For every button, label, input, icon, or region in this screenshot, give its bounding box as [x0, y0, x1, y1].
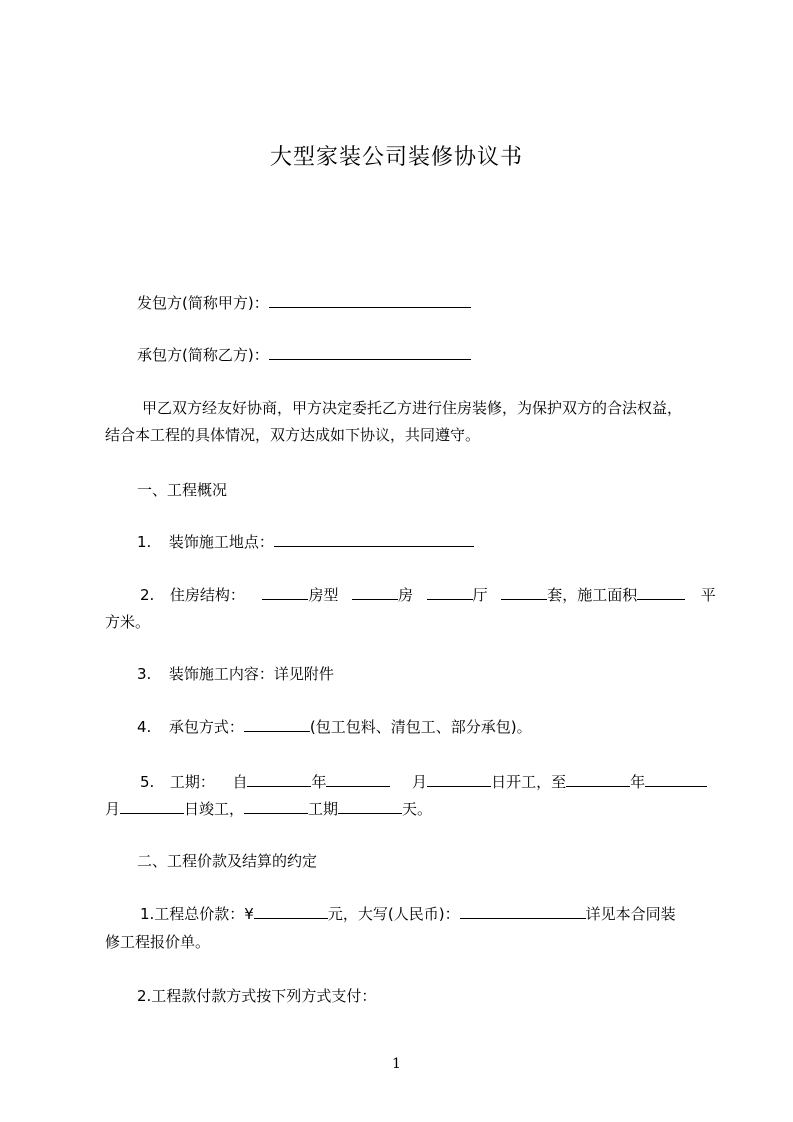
party-a-line: [137, 292, 471, 314]
area-blank[interactable]: [637, 585, 685, 600]
end-text: 日竣工，: [184, 800, 245, 818]
halls-blank[interactable]: [427, 585, 473, 600]
days-text: 天。: [402, 800, 433, 818]
total-price-blank[interactable]: [254, 904, 328, 919]
item-1-1-num: 1.: [137, 533, 152, 551]
item-1-5-num: 5.: [140, 773, 155, 791]
sets-blank[interactable]: [501, 585, 547, 600]
area-unit-a: 平: [700, 586, 716, 604]
item-1-3-num: 3.: [137, 665, 152, 683]
item-1-5-label: 工期：: [169, 773, 215, 791]
room-type-unit: 房型: [308, 586, 339, 604]
item-2-2: 2.工程款付款方式按下列方式支付：: [137, 987, 377, 1005]
sets-unit: 套，施工面积: [547, 586, 638, 604]
page-number: 1: [392, 1056, 401, 1072]
item-1-4-suffix: (包工包料、清包工、部分承包)。: [309, 718, 532, 736]
month-text: 月: [412, 773, 428, 791]
intro-line-2: 结合本工程的具体情况，双方达成如下协议，共同遵守。: [105, 426, 481, 444]
item-1-2-label: 住房结构：: [169, 586, 245, 604]
item-1-2-num: 2.: [140, 586, 155, 604]
from-text: 自: [232, 773, 248, 791]
item-2-1-suffix: 详见本合同装: [585, 905, 676, 923]
start-text: 日开工，至: [491, 773, 567, 791]
period-text: 工期: [308, 800, 339, 818]
yuan-text: 元，大写(人民币)：: [327, 905, 460, 923]
party-b-label: 承包方(简称乙方)：: [137, 346, 269, 364]
halls-unit: 厅: [472, 586, 488, 604]
item-1-1-label: 装饰施工地点：: [168, 533, 274, 551]
start-year-blank[interactable]: [247, 772, 311, 787]
party-b-line: [137, 344, 471, 366]
item-2-1-cont: 修工程报价单。: [105, 933, 211, 951]
item-1-3-text: 装饰施工内容：详见附件: [168, 665, 334, 683]
item-1-4: [137, 716, 532, 738]
item-1-4-label: 承包方式：: [168, 718, 244, 736]
year-text: 年: [311, 773, 327, 791]
period-days-blank[interactable]: [338, 799, 402, 814]
room-type-blank[interactable]: [262, 585, 308, 600]
item-1-5: [140, 771, 707, 793]
item-1-3: [137, 663, 334, 685]
item-1-2-cont: 方米。: [105, 613, 151, 631]
end-day-blank[interactable]: [120, 799, 184, 814]
item-1-5-cont: [105, 798, 432, 820]
total-price-label: 1.工程总价款：¥: [140, 905, 254, 923]
document-title: 大型家装公司装修协议书: [269, 145, 523, 170]
item-1-2: [140, 584, 716, 606]
start-day-blank[interactable]: [427, 772, 491, 787]
party-b-blank[interactable]: [269, 345, 471, 360]
total-price-words-blank[interactable]: [460, 904, 586, 919]
end-year-blank[interactable]: [566, 772, 630, 787]
rooms-blank[interactable]: [352, 585, 398, 600]
intro-line-1: 甲乙双方经友好协商，甲方决定委托乙方进行住房装修，为保护双方的合法权益，: [142, 399, 683, 417]
year2-text: 年: [630, 773, 646, 791]
item-2-1: [140, 903, 676, 925]
party-a-blank[interactable]: [269, 293, 471, 308]
rooms-unit: 房: [398, 586, 414, 604]
section-2-heading: 二、工程价款及结算的约定: [137, 852, 318, 870]
month2-text: 月: [105, 800, 121, 818]
start-month-blank[interactable]: [326, 772, 390, 787]
contract-mode-blank[interactable]: [244, 717, 310, 732]
construction-site-blank[interactable]: [274, 532, 474, 547]
party-a-label: 发包方(简称甲方)：: [137, 294, 269, 312]
item-1-4-num: 4.: [137, 718, 152, 736]
item-1-1: [137, 531, 474, 553]
period-prefix-blank[interactable]: [244, 799, 308, 814]
section-1-heading: 一、工程概况: [137, 481, 228, 499]
end-month-blank[interactable]: [645, 772, 707, 787]
